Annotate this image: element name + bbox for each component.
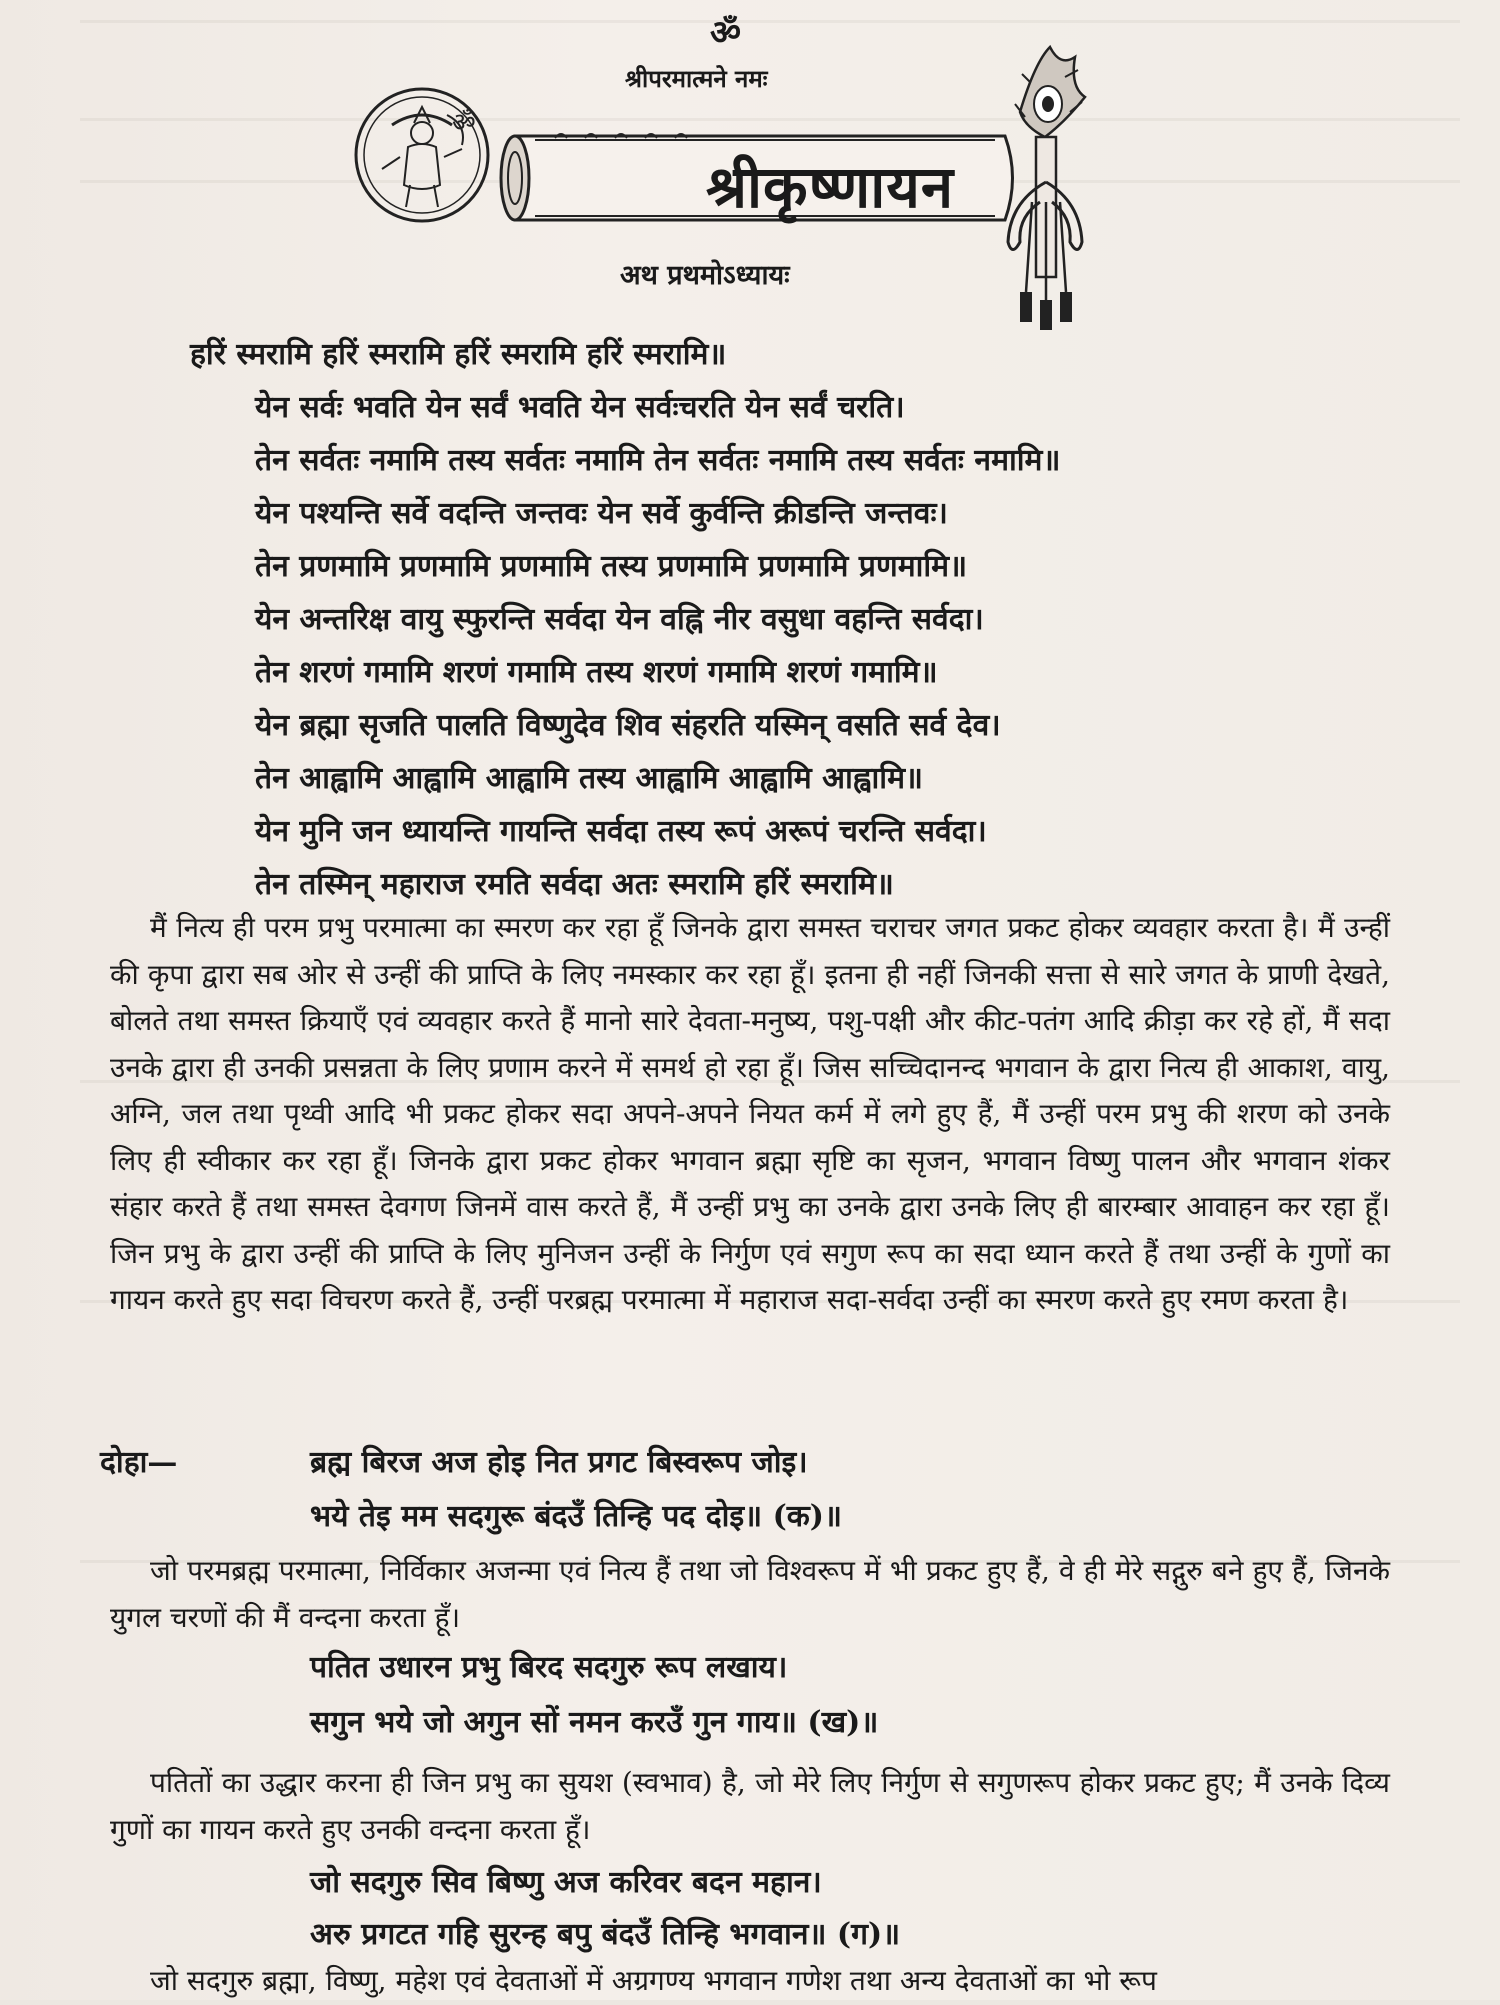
verse-line: तेन आह्वामि आह्वामि आह्वामि तस्य आह्वामि आह्वामि आह्वामि॥: [255, 761, 923, 796]
verse-line: तेन शरणं गमामि शरणं गमामि तस्य शरणं गमामि शरणं गमामि॥: [255, 655, 938, 690]
verse-line: येन पश्यन्ति सर्वे वदन्ति जन्तवः येन सर्वे कुर्वन्ति क्रीडन्ति जन्तवः।: [255, 496, 948, 531]
paragraph-text: जो परमब्रह्म परमात्मा, निर्विकार अजन्मा एवं नित्य हैं तथा जो विश्वरूप में भी प्रकट हुए हैं, वे ही मेरे सद्गुरु बने हुए हैं, जिनके युगल चरणों की मैं वन्दना करता हूँ।: [110, 1554, 1390, 1634]
page-title: श्रीकृष्णायन: [705, 153, 955, 221]
verse-line: तेन तस्मिन् महाराज रमति सर्वदा अतः स्मरामि हरिं स्मरामि॥: [255, 867, 894, 902]
doha-line: ब्रह्म बिरज अज होइ नित प्रगट बिस्वरूप जोइ।: [310, 1445, 808, 1480]
paragraph-text: जो सदगुरु ब्रह्मा, विष्णु, महेश एवं देवताओं में अग्रगण्य भगवान गणेश तथा अन्य देवताओं का भो रूप: [150, 1964, 1157, 1997]
verse-line: हरिं स्मरामि हरिं स्मरामि हरिं स्मरामि हरिं स्मरामि॥: [190, 337, 727, 372]
paragraph-commentary: [110, 1958, 1390, 2005]
peacock-feather-flute-icon: [990, 42, 1100, 332]
doha-label: दोहा—: [100, 1445, 178, 1480]
verse-line: येन ब्रह्मा सृजति पालति विष्णुदेव शिव संहरति यस्मिन् वसति सर्व देव।: [255, 708, 1001, 743]
doha-line: भये तेइ मम सदगुरू बंदउँ तिन्हि पद दोइ॥ (क)॥: [310, 1499, 842, 1534]
doha-line: जो सदगुरु सिव बिष्णु अज करिवर बदन महान।: [310, 1865, 822, 1900]
verse-line: तेन सर्वतः नमामि तस्य सर्वतः नमामि तेन सर्वतः नमामि तस्य सर्वतः नमामि॥: [255, 443, 1061, 478]
doha-line: पतित उधारन प्रभु बिरद सदगुरु रूप लखाय।: [310, 1650, 788, 1685]
paragraph-text: मैं नित्य ही परम प्रभु परमात्मा का स्मरण कर रहा हूँ जिनके द्वारा समस्त चराचर जगत प्रकट होकर व्यवहार करता है। मैं उन्हीं की कृपा द्वारा सब ओर से उन्हीं की प्राप्ति के लिए नमस्कार कर रहा हूँ। इतना ही नहीं जिनकी सत्ता से सारे जगत के प्राणी देखते, बोलते तथा समस्त क्रियाएँ एवं व्यवहार करते हैं मानो सारे देवता-मनुष्य, पशु-पक्षी और कीट-पतंग आदि क्रीड़ा कर रहे हों, मैं सदा उनके द्वारा ही उनकी प्रसन्नता के लिए प्रणाम करने में समर्थ हो रहा हूँ। जिस सच्चिदानन्द भगवान के द्वारा नित्य ही आकाश, वायु, अग्नि, जल तथा पृथ्वी आदि भी प्रकट होकर सदा अपने-अपने नियत कर्म में लगे हुए हैं, मैं उन्हीं परम प्रभु की शरण को उनके लिए ही स्वीकार कर रहा हूँ। जिनके द्वारा प्रकट होकर भगवान ब्रह्मा सृष्टि का सृजन, भगवान विष्णु पालन और भगवान शंकर संहार करते हैं तथा समस्त देवगण जिनमें वास करते हैं, मैं उन्हीं प्रभु का उनके द्वारा उनके लिए ही बारम्बार आवाहन कर रहा हूँ। जिन प्रभु के द्वारा उन्हीं की प्राप्ति के लिए मुनिजन उन्हीं के निर्गुण एवं सगुण रूप का सदा ध्यान करते हैं तथा उन्हीं के गुणों का गायन करते हुए सदा विचरण करते हैं, उन्हीं परब्रह्म परमात्मा में महाराज सदा-सर्वदा उन्हीं का स्मरण करते हुए रमण करता है।: [110, 911, 1390, 1316]
paragraph-commentary: [110, 905, 1390, 1324]
verse-line: येन सर्वः भवति येन सर्वं भवति येन सर्वःचरति येन सर्वं चरति।: [255, 390, 905, 425]
paragraph-commentary: [110, 1760, 1390, 1853]
invocation-text: श्रीपरमात्मने नमः: [625, 64, 768, 93]
verse-line: येन मुनि जन ध्यायन्ति गायन्ति सर्वदा तस्य रूपं अरूपं चरन्ति सर्वदा।: [255, 814, 987, 849]
paragraph-commentary: [110, 1548, 1390, 1641]
verse-line: येन अन्तरिक्ष वायु स्फुरन्ति सर्वदा येन वह्नि नीर वसुधा वहन्ति सर्वदा।: [255, 602, 984, 637]
paragraph-text: पतितों का उद्धार करना ही जिन प्रभु का सुयश (स्वभाव) है, जो मेरे लिए निर्गुण से सगुणरूप होकर प्रकट हुए; मैं उनके दिव्य गुणों का गायन करते हुए उनकी वन्दना करता हूँ।: [110, 1766, 1390, 1846]
krishna-medallion-icon: [352, 85, 492, 225]
doha-line: सगुन भये जो अगुन सों नमन करउँ गुन गाय॥ (ख)॥: [310, 1705, 879, 1740]
chapter-heading: अथ प्रथमोऽध्यायः: [620, 260, 790, 291]
svg-text:ॐ: ॐ: [452, 108, 476, 138]
doha-line: अरु प्रगटत गहि सुरन्ह बपु बंदउँ तिन्हि भगवान॥ (ग)॥: [310, 1917, 901, 1952]
verse-line: तेन प्रणमामि प्रणमामि प्रणमामि तस्य प्रणमामि प्रणमामि प्रणमामि॥: [255, 549, 968, 584]
om-symbol: ॐ: [710, 13, 742, 53]
